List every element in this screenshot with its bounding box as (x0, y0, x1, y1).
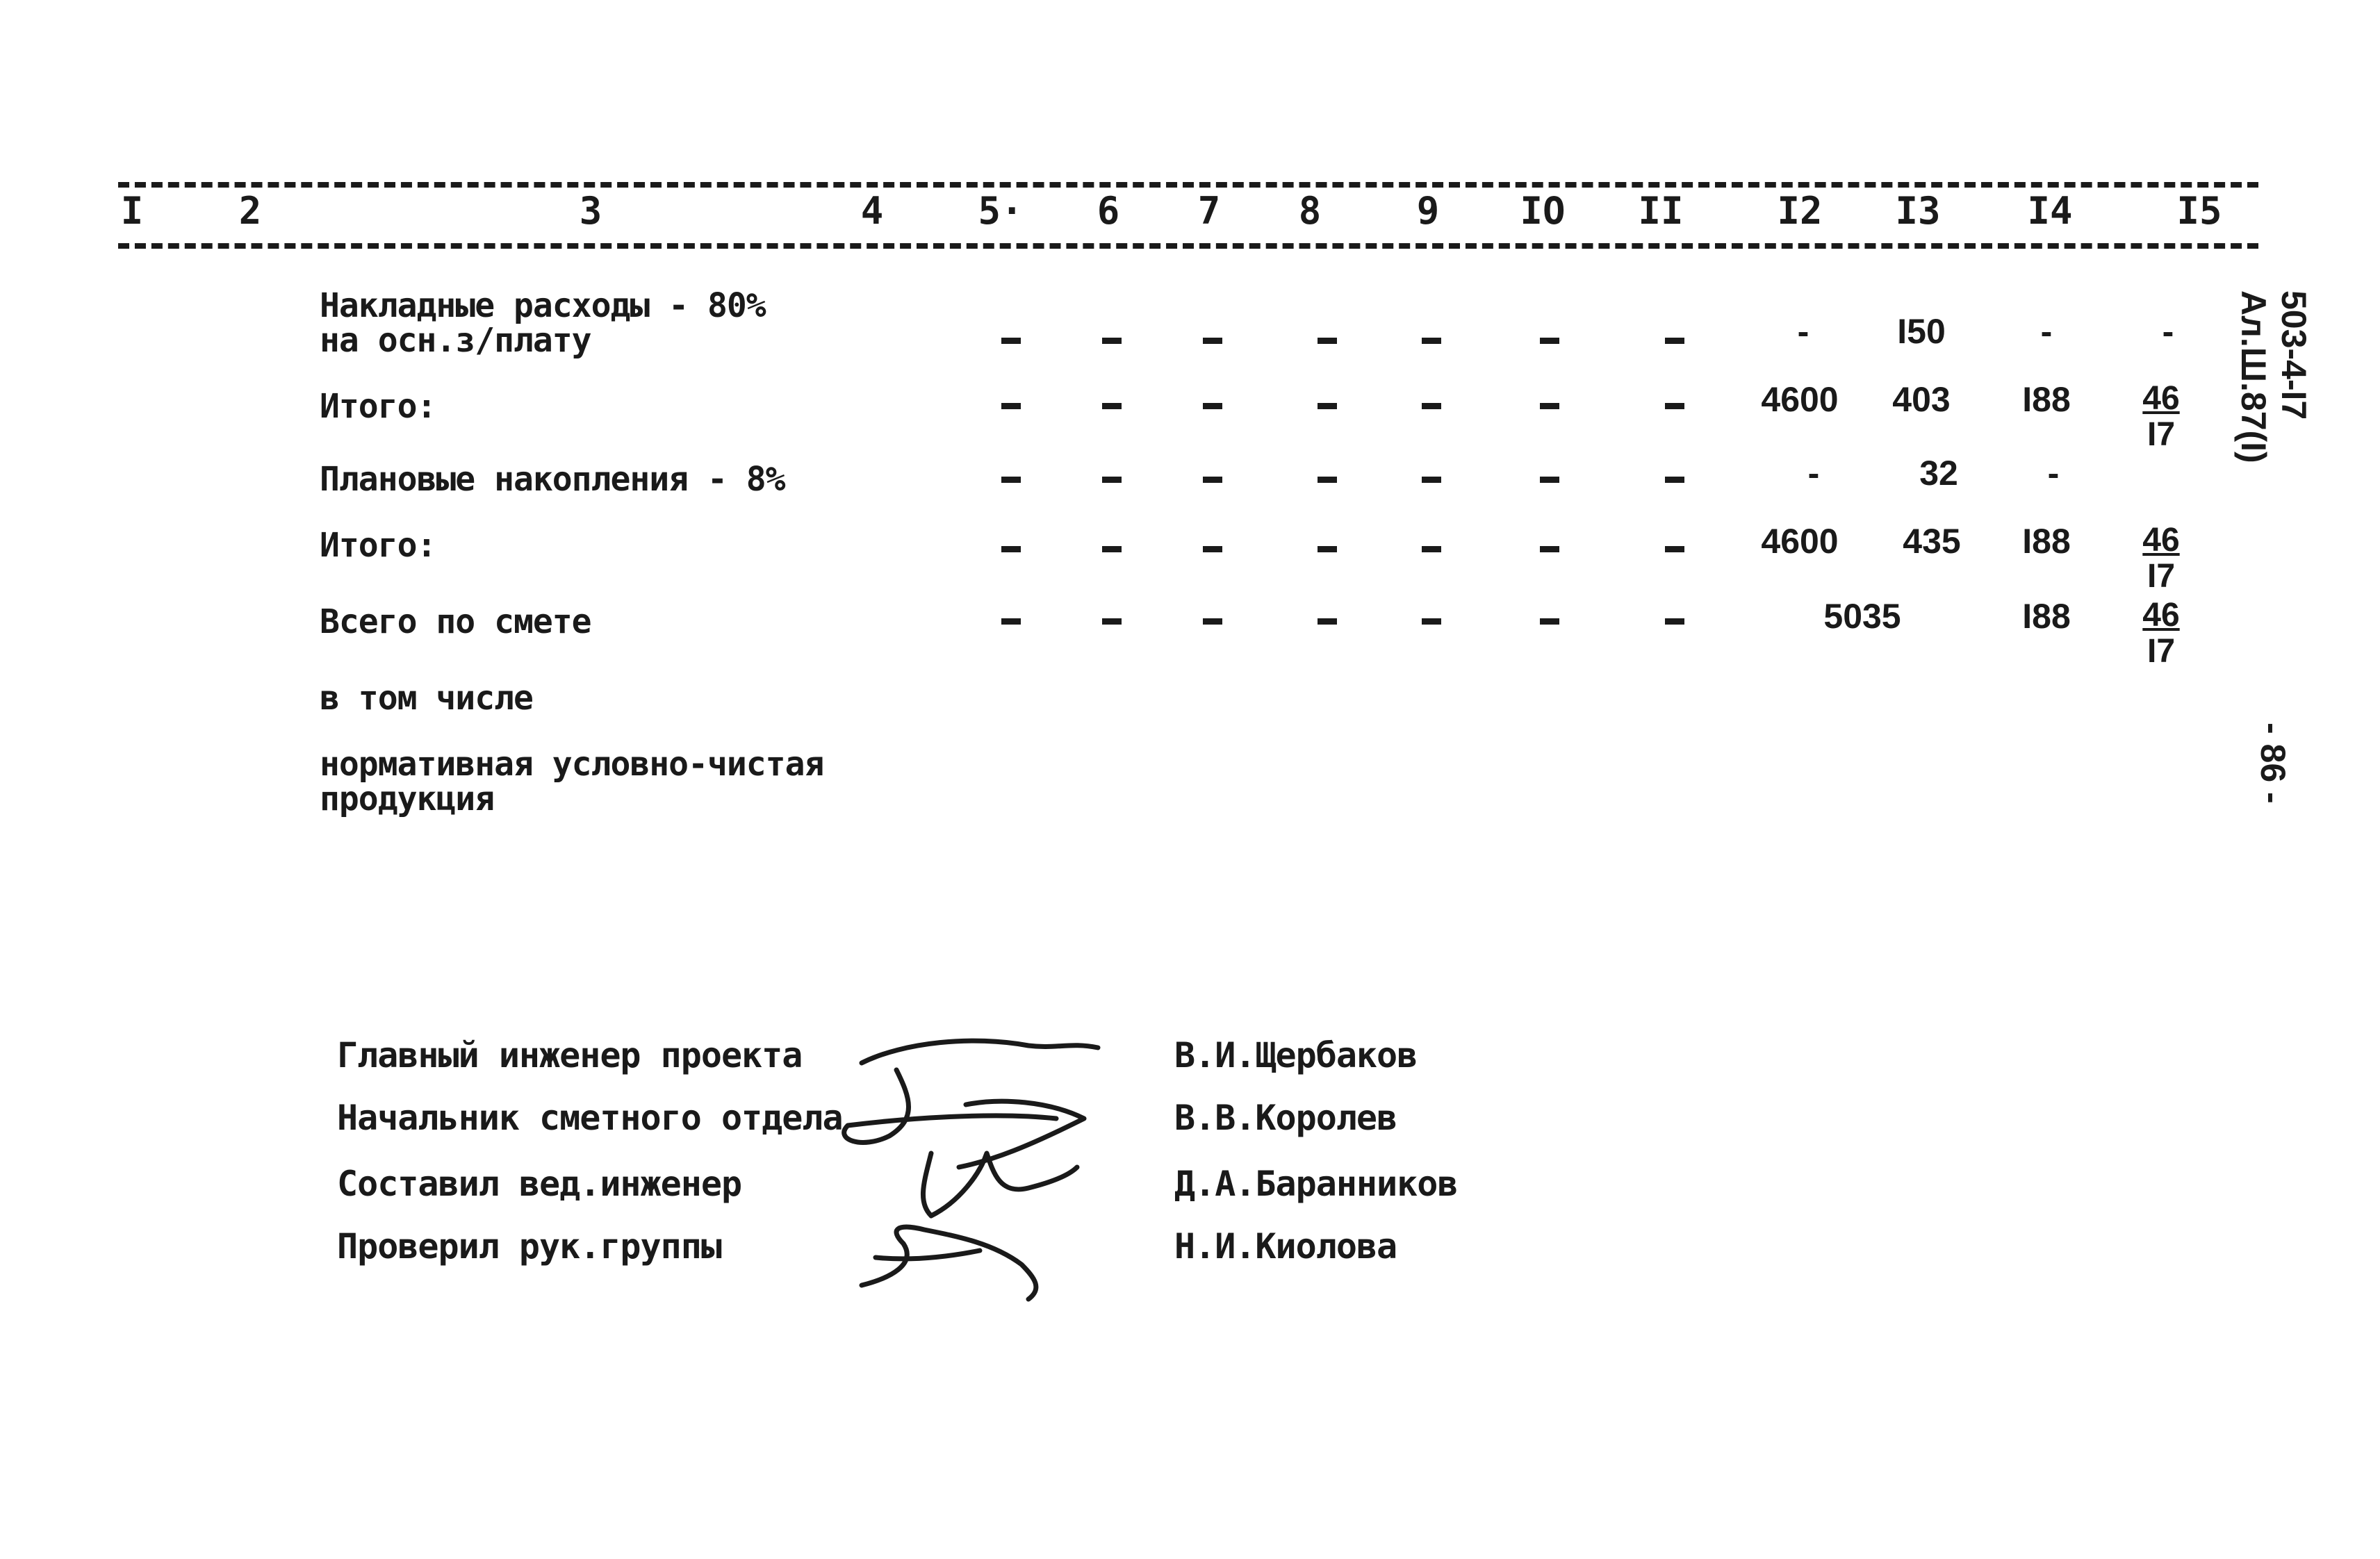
row-label-total-1: Итого: (320, 387, 436, 426)
signature-2-stroke (844, 1070, 1056, 1142)
row2-col15-fraction (2142, 381, 2179, 453)
row4-col15-denominator: I7 (2147, 558, 2176, 595)
col-header-4: 4 (860, 189, 884, 233)
row4-col14: I88 (2022, 522, 2071, 561)
empty-cell-dash (1001, 618, 1021, 625)
margin-doc-code: 503-4-I7 (2274, 290, 2313, 420)
col-header-7: 7 (1197, 189, 1221, 233)
empty-cell-dash (1318, 477, 1337, 483)
row3-col12: - (1807, 454, 1820, 493)
row-label-planned-savings: Плановые накопления - 8% (320, 460, 785, 499)
signer-name-compiler: Д.А.Баранников (1174, 1164, 1458, 1204)
row2-col15-denominator: I7 (2147, 416, 2176, 453)
empty-cell-dash (1001, 338, 1021, 344)
empty-cell-dash (1102, 403, 1122, 409)
signer-name-checker: Н.И.Киолова (1174, 1226, 1397, 1267)
header-top-rule (118, 182, 2258, 188)
header-bottom-rule (118, 243, 2258, 249)
row5-col12-13: 5035 (1823, 597, 1901, 636)
page-number: - 86 - (2254, 723, 2292, 804)
empty-cell-dash (1665, 618, 1684, 625)
row-label-net-output: нормативная условно-чистая продукция (320, 745, 824, 818)
signature-2b-stroke (959, 1101, 1084, 1167)
empty-cell-dash (1422, 546, 1441, 552)
signature-3-stroke (923, 1153, 1077, 1216)
empty-cell-dash (1318, 338, 1337, 344)
row4-col15-fraction (2142, 522, 2179, 595)
signer-name-estimate-head: В.В.Королев (1174, 1098, 1397, 1138)
empty-cell-dash (1001, 546, 1021, 552)
empty-cell-dash (1203, 477, 1222, 483)
row4-col12: 4600 (1761, 522, 1839, 561)
row1-col12: - (1797, 312, 1809, 351)
empty-cell-dash (1203, 546, 1222, 552)
col-header-9: 9 (1416, 189, 1440, 233)
col-header-1: I (120, 189, 144, 233)
empty-cell-dash (1203, 338, 1222, 344)
empty-cell-dash (1422, 403, 1441, 409)
signer-title-checker: Проверил рук.группы (337, 1226, 721, 1267)
signature-1-stroke (862, 1041, 1098, 1063)
row1-col14: - (2040, 312, 2053, 351)
row-label-grand-total: Всего по смете (320, 602, 591, 641)
margin-album-ref: Ал.Ш.87(I) (2234, 290, 2273, 463)
signature-4b-stroke (876, 1251, 980, 1259)
col-header-6: 6 (1097, 189, 1120, 233)
row4-col13: 435 (1903, 522, 1961, 561)
signer-title-chief-engineer: Главный инженер проекта (337, 1035, 803, 1075)
row5-col15-fraction (2142, 597, 2179, 670)
row-label-including: в том числе (320, 679, 533, 718)
col-header-5: 5· (978, 189, 1024, 233)
empty-cell-dash (1318, 618, 1337, 625)
col-header-14: I4 (2027, 189, 2073, 233)
empty-cell-dash (1665, 403, 1684, 409)
empty-cell-dash (1203, 403, 1222, 409)
row5-col14: I88 (2022, 597, 2071, 636)
row2-col14: I88 (2022, 380, 2071, 419)
empty-cell-dash (1001, 477, 1021, 483)
row5-col15-numerator: 46 (2142, 597, 2180, 634)
row1-col15: - (2162, 312, 2174, 351)
row-label-total-2: Итого: (320, 526, 436, 565)
empty-cell-dash (1665, 338, 1684, 344)
signer-name-chief-engineer: В.И.Щербаков (1174, 1035, 1418, 1075)
empty-cell-dash (1318, 403, 1337, 409)
empty-cell-dash (1665, 546, 1684, 552)
empty-cell-dash (1001, 403, 1021, 409)
empty-cell-dash (1102, 338, 1122, 344)
col-header-2: 2 (238, 189, 262, 233)
row3-col13: 32 (1919, 454, 1958, 493)
row5-col15-denominator: I7 (2147, 633, 2176, 670)
empty-cell-dash (1203, 618, 1222, 625)
row3-col14: - (2047, 454, 2060, 493)
empty-cell-dash (1318, 546, 1337, 552)
empty-cell-dash (1102, 618, 1122, 625)
col-header-12: I2 (1777, 189, 1823, 233)
empty-cell-dash (1102, 546, 1122, 552)
empty-cell-dash (1665, 477, 1684, 483)
signer-title-compiler: Составил вед.инженер (337, 1164, 742, 1204)
empty-cell-dash (1422, 338, 1441, 344)
empty-cell-dash (1540, 477, 1559, 483)
empty-cell-dash (1102, 477, 1122, 483)
signer-title-estimate-head: Начальник сметного отдела (337, 1098, 843, 1138)
col-header-15: I5 (2176, 189, 2222, 233)
empty-cell-dash (1422, 618, 1441, 625)
col-header-3: 3 (579, 189, 602, 233)
empty-cell-dash (1540, 618, 1559, 625)
handwritten-signatures (820, 1014, 1154, 1306)
row-label-overhead: Накладные расходы - 80% на осн.з/плату (320, 286, 766, 360)
row2-col13: 403 (1892, 380, 1951, 419)
signature-4-stroke (862, 1227, 1036, 1299)
row1-col13: I50 (1897, 312, 1946, 351)
row2-col15-numerator: 46 (2142, 380, 2180, 417)
empty-cell-dash (1540, 546, 1559, 552)
col-header-10: IO (1520, 189, 1566, 233)
empty-cell-dash (1540, 403, 1559, 409)
empty-cell-dash (1540, 338, 1559, 344)
row2-col12: 4600 (1761, 380, 1839, 419)
col-header-8: 8 (1298, 189, 1322, 233)
col-header-11: II (1638, 189, 1684, 233)
col-header-13: I3 (1895, 189, 1941, 233)
empty-cell-dash (1422, 477, 1441, 483)
row4-col15-numerator: 46 (2142, 522, 2180, 559)
